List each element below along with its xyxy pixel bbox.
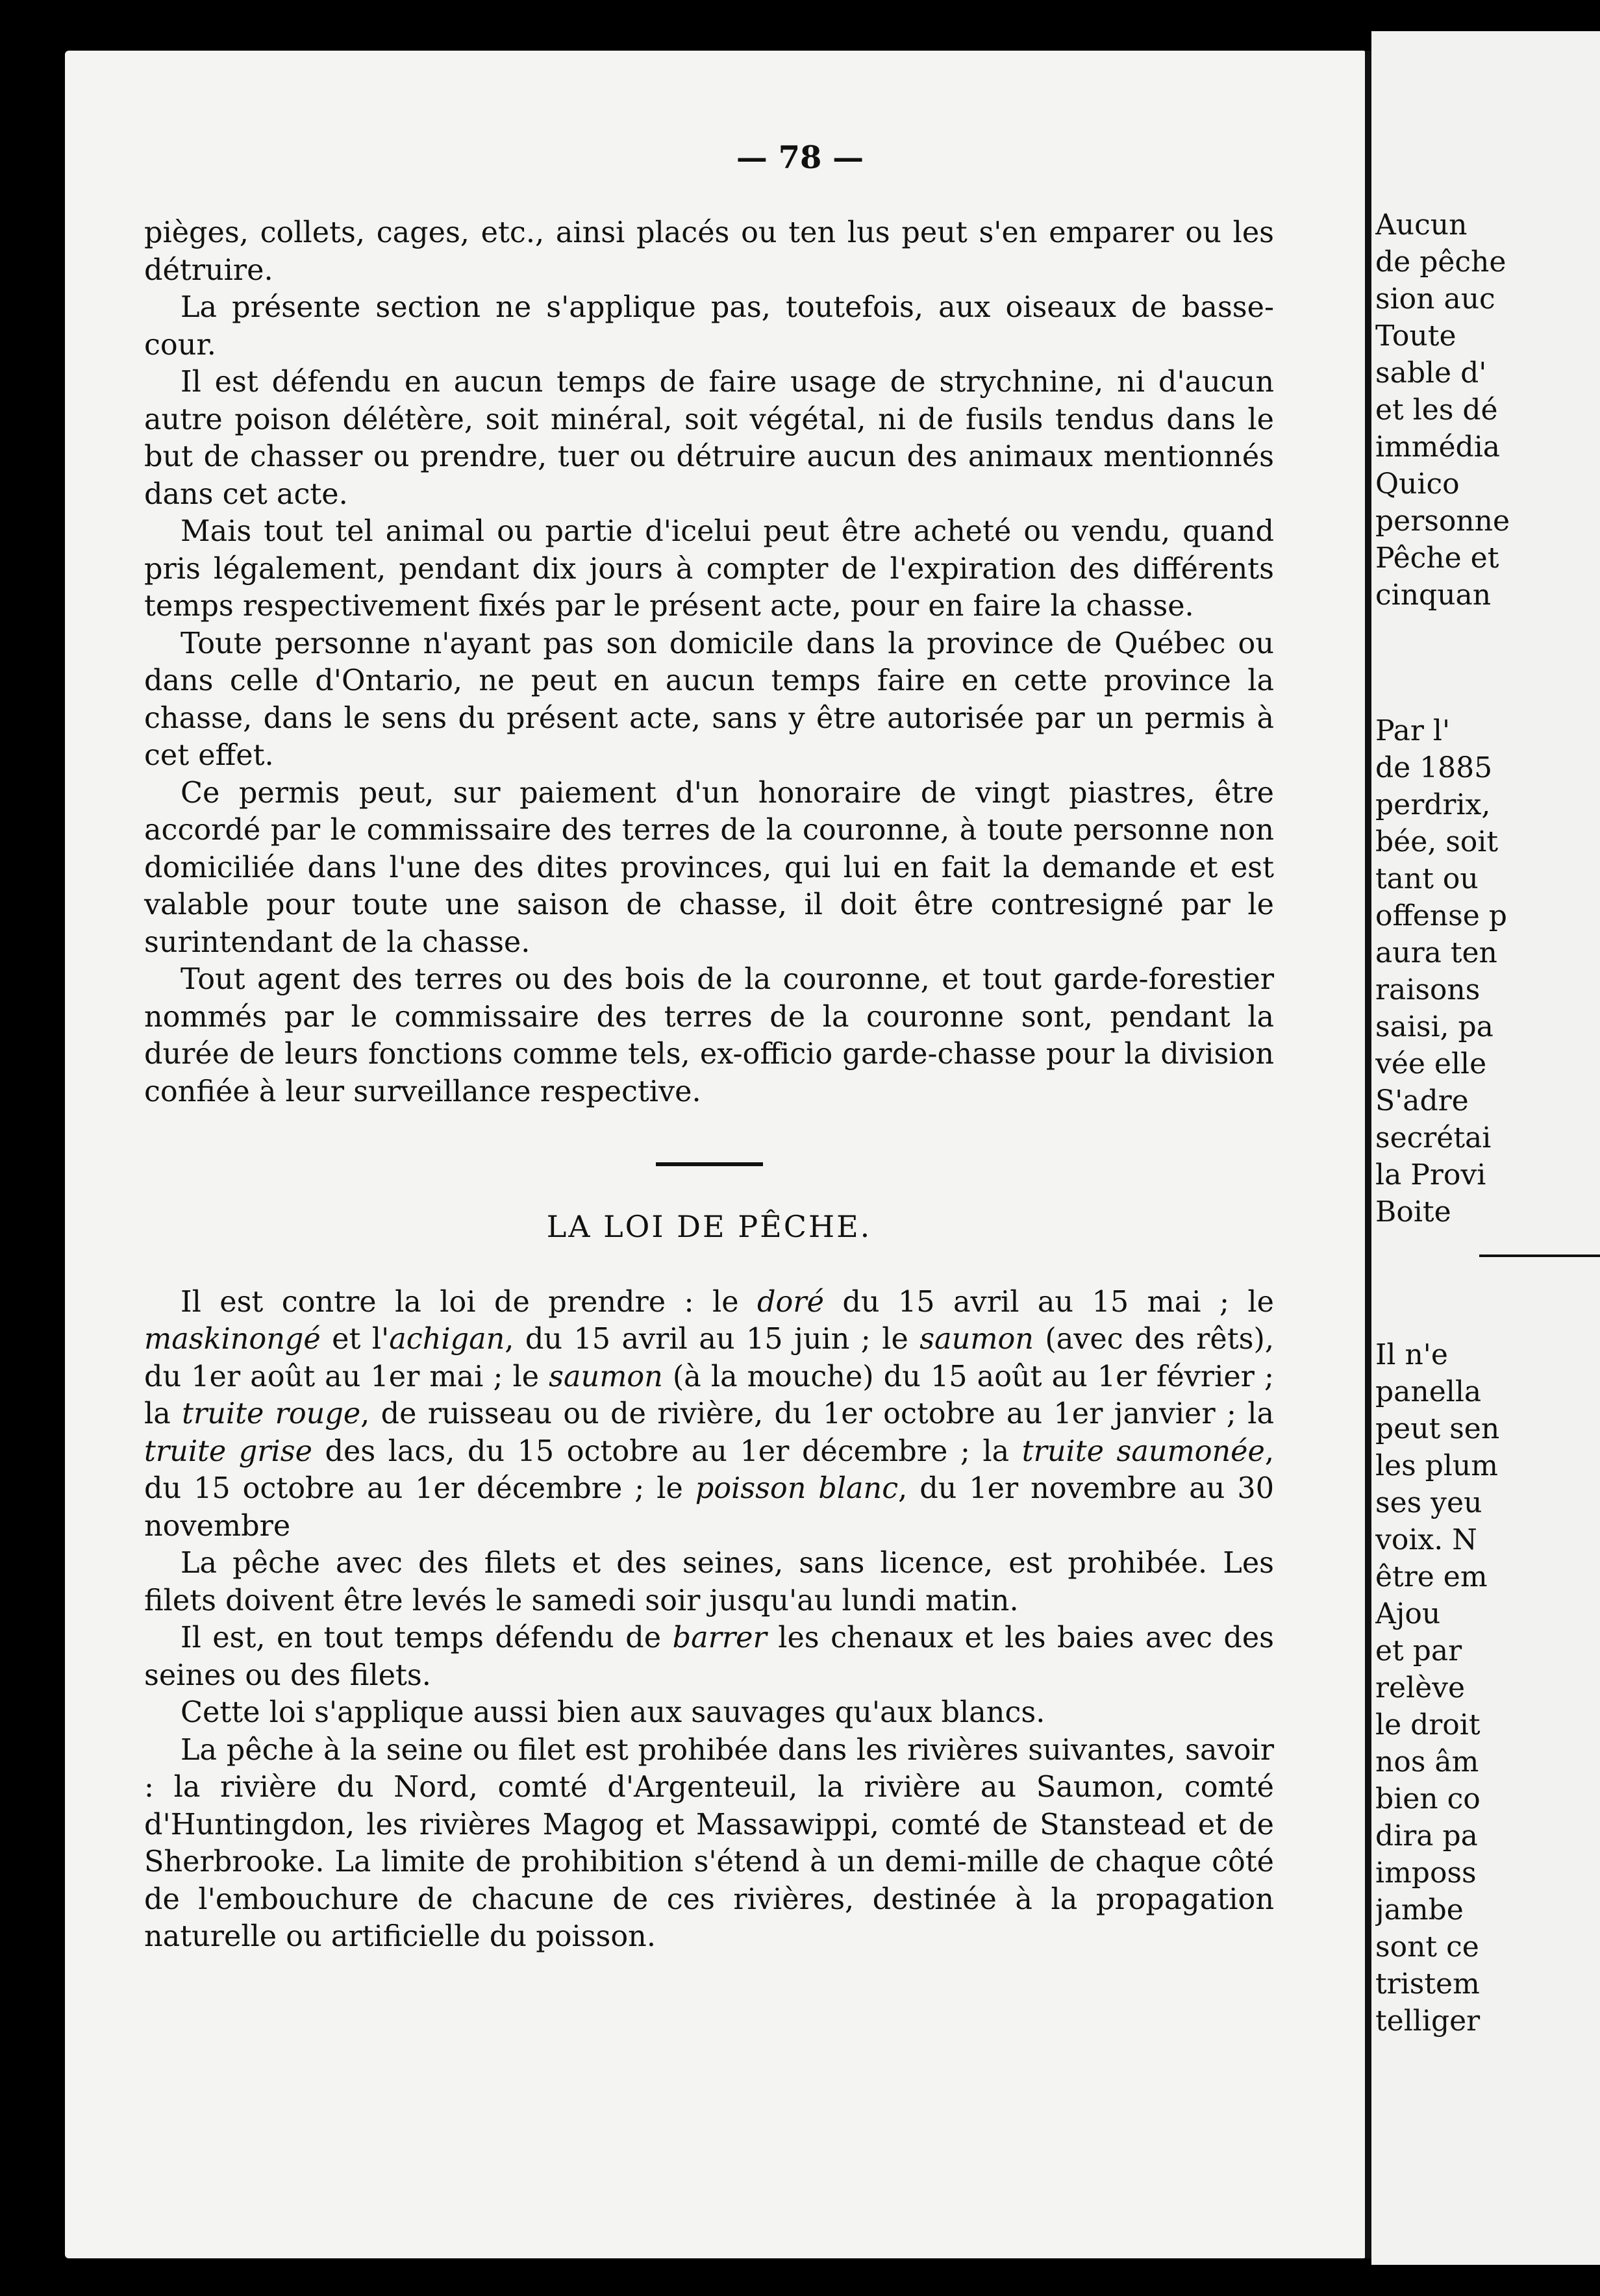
fragment-line: sion auc	[1375, 282, 1495, 316]
paragraph: Tout agent des terres ou des bois de la couronne, et tout garde-forestier nommés par le commissaire des terres de la couronne sont, pendant la durée de leurs fonctions comme tels, ex-officio garde-chasse pour la division confiée à leur surveillance respective.	[144, 963, 1274, 1108]
fragment-line: telliger	[1375, 2004, 1481, 2038]
main-text-column	[144, 214, 1274, 1956]
fragment-line: S'adre	[1375, 1084, 1469, 1117]
paragraph: Ce permis peut, sur paiement d'un honoraire de vingt piastres, être accordé par le commissaire des terres de la couronne, à toute personne non domiciliée dans l'une des dites provinces, qui lui en fait la demande et est valable pour toute une saison de chasse, il doit être contresigné par le surintendant de la chasse.	[144, 776, 1274, 959]
fragment-line: ses yeu	[1375, 1486, 1482, 1519]
fragment-line: bien co	[1375, 1782, 1481, 1816]
fragment-line: Il n'e	[1375, 1338, 1448, 1371]
fragment-line: relève	[1375, 1671, 1466, 1704]
page-gutter	[1365, 51, 1371, 2258]
fragment-line: Boite	[1375, 1195, 1451, 1229]
fragment-line: et par	[1375, 1634, 1462, 1667]
fragment-line: panella	[1375, 1375, 1482, 1408]
fragment-line: de 1885	[1375, 751, 1493, 784]
fragment-line: tant ou	[1375, 862, 1479, 895]
right-page-fragment-top	[1375, 206, 1596, 614]
paragraph: La pêche avec des filets et des seines, sans licence, est prohibée. Les filets doivent être levés le samedi soir jusqu'au lundi matin.	[144, 1547, 1274, 1617]
fragment-line: Pêche et	[1375, 542, 1499, 575]
section-title: LA LOI DE PÊCHE.	[546, 1209, 872, 1244]
fragment-line: les plum	[1375, 1449, 1498, 1482]
fragment-line: vée elle	[1375, 1047, 1487, 1080]
paragraph: Mais tout tel animal ou partie d'icelui peut être acheté ou vendu, quand pris légalement, pendant dix jours à compter de l'expiration des différents temps respectivement fixés par le présent acte, pour en faire la chasse.	[144, 515, 1274, 623]
fragment-line: voix. N	[1375, 1523, 1477, 1556]
fragment-line: de pêche	[1375, 245, 1506, 279]
paragraph: Il est défendu en aucun temps de faire usage de strychnine, ni d'aucun autre poison délétère, soit minéral, soit végétal, ni de fusils tendus dans le but de chasser ou prendre, tuer ou détruire aucun des animaux mentionnés dans cet acte.	[144, 366, 1274, 511]
fragment-line: la Provi	[1375, 1158, 1486, 1192]
paragraph: Toute personne n'ayant pas son domicile dans la province de Québec ou dans celle d'Ontario, ne peut en aucun temps faire en cette province la chasse, dans le sens du présent acte, sans y être autorisée par un permis à cet effet.	[144, 627, 1274, 772]
fragment-line: Ajou	[1375, 1597, 1441, 1630]
fragment-line: sable d'	[1375, 356, 1487, 390]
fragment-line: immédia	[1375, 430, 1501, 464]
fragment-line: jambe	[1375, 1893, 1464, 1927]
paragraph: La pêche à la seine ou filet est prohibée dans les rivières suivantes, savoir : la rivière du Nord, comté d'Argenteuil, la rivière au Saumon, comté d'Huntingdon, les rivières Magog et Massawippi, comté de Stanstead et de Sherbrooke. La limite de prohibition s'étend à un demi-mille de chaque côté de l'embouchure de chacune de ces rivières, destinée à la propagation naturelle ou artificielle du poisson.	[144, 1733, 1274, 1953]
fragment-line: Par l'	[1375, 714, 1451, 747]
paragraph: Il est, en tout temps défendu de barrer les chenaux et les baies avec des seines ou des filets.	[144, 1621, 1274, 1692]
fragment-line: cinquan	[1375, 579, 1492, 612]
fragment-line: personne	[1375, 505, 1510, 538]
section-divider	[656, 1162, 763, 1166]
right-page-fragment-bottom	[1375, 1336, 1596, 2040]
fishing-seasons-paragraph: Il est contre la loi de prendre : le doré du 15 avril au 15 mai ; le maskinongé et l'achigan, du 15 avril au 15 juin ; le saumon (avec des rêts), du 1er août au 1er mai ; le saumon (à la mouche) du 15 août au 1er février ; la truite rouge, de ruisseau ou de rivière, du 1er octobre au 1er janvier ; la truite grise des lacs, du 15 octobre au 1er décembre ; la truite saumonée, du 15 octobre au 1er décembre ; le poisson blanc, du 1er novembre au 30 novembre	[144, 1285, 1275, 1543]
fragment-line: offense p	[1375, 899, 1507, 932]
paragraph: pièges, collets, cages, etc., ainsi placés ou ten lus peut s'en emparer ou les détruire.	[144, 216, 1274, 287]
fragment-line: nos âm	[1375, 1745, 1479, 1778]
paragraph: Cette loi s'applique aussi bien aux sauvages qu'aux blancs.	[181, 1696, 1045, 1729]
fragment-line: être em	[1375, 1560, 1488, 1593]
fragment-line: bée, soit	[1375, 825, 1499, 858]
fragment-line: et les dé	[1375, 393, 1498, 427]
fragment-line: perdrix,	[1375, 788, 1491, 821]
paragraph: La présente section ne s'applique pas, toutefois, aux oiseaux de basse-cour.	[144, 291, 1274, 362]
right-page-fragment-middle	[1375, 712, 1596, 1230]
fragment-line: peut sen	[1375, 1412, 1500, 1445]
fragment-line: aura ten	[1375, 936, 1497, 969]
fragment-line: Toute	[1375, 319, 1456, 353]
right-page-divider	[1479, 1254, 1600, 1257]
fragment-line: Aucun	[1375, 208, 1468, 242]
fragment-line: dira pa	[1375, 1819, 1478, 1853]
fragment-line: saisi, pa	[1375, 1010, 1494, 1043]
fragment-line: Quico	[1375, 468, 1460, 501]
fragment-line: secrétai	[1375, 1121, 1492, 1154]
fragment-line: raisons	[1375, 973, 1481, 1006]
fragment-line: tristem	[1375, 1967, 1480, 2001]
page-number: — 78 —	[736, 140, 864, 176]
fragment-line: le droit	[1375, 1708, 1481, 1741]
fragment-line: imposs	[1375, 1856, 1477, 1890]
fragment-line: sont ce	[1375, 1930, 1479, 1964]
